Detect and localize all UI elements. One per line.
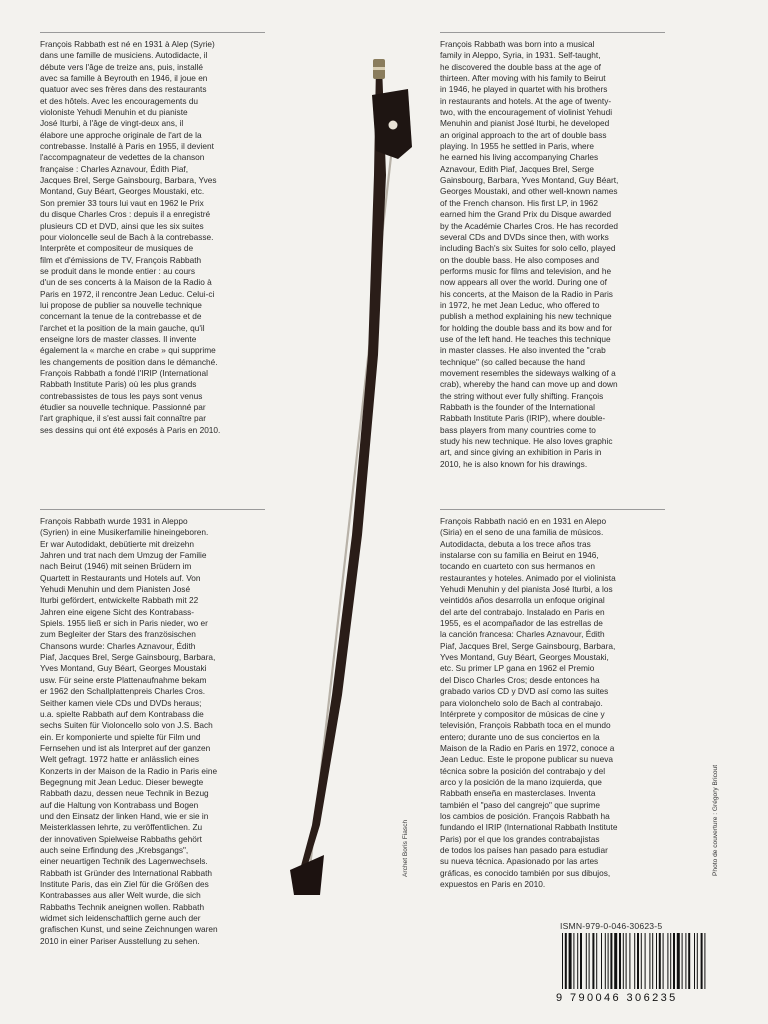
bow-hair — [310, 95, 398, 867]
barcode-bar — [596, 933, 597, 989]
barcode-bar — [629, 933, 630, 989]
barcode-bar — [645, 933, 646, 989]
barcode-bar — [637, 933, 639, 989]
barcode-bar — [634, 933, 635, 989]
ismn-number: ISMN-979-0-046-30623-5 — [560, 921, 663, 931]
barcode-bar — [697, 933, 698, 989]
barcode — [556, 933, 711, 1003]
barcode-bar — [649, 933, 650, 989]
barcode-bar — [592, 933, 594, 989]
barcode-bar — [562, 933, 563, 989]
barcode-bar — [608, 933, 609, 989]
bow-credit: Archet Boris Fiasch — [402, 819, 409, 877]
barcode-bar — [573, 933, 574, 989]
barcode-bar — [586, 933, 587, 989]
barcode-bar — [577, 933, 578, 989]
barcode-bar — [614, 933, 617, 989]
barcode-bar — [673, 933, 675, 989]
biography-french: François Rabbath est né en 1931 à Alep (Syrie) dans une famille de musiciens. Autodidacte, il débute vers l'âge de treize ans, puis, installé avec sa famille à Beyrouth en 1946, il joue en quatuor avec ses frères dans des restaurants et des hôtels. Avec les encouragements du violoniste Yehudi Menuhin et du pianiste José Iturbi, à l'âge de vingt-deux ans, il élabore une approche originale de l'art de la contrebasse. Installé à Paris en 1955, il devient l'accompagnateur de vedettes de la chanson française : Charles Aznavour, Édith Piaf, Jacques Brel, Serge Gainsbourg, Barbara, Yves Montand, Guy Béart, Georges Moustaki, etc. Son premier 33 tours lui vaut en 1962 le Prix du disque Charles Cros : depuis il a enregistré plusieurs CD et DVD, ainsi que les six suites pour violoncelle seul de Bach à la contrebasse. Interprète et compositeur de musiques de film et d'émissions de TV, François Rabbath se produit dans le monde entier : au cours d'un de ses concerts à la Maison de la Radio à Paris en 1972, il rencontre Jean Leduc. Celui-ci lui propose de publier sa nouvelle technique concernant la tenue de la contrebasse et de l'archet et la position de la main gauche, qu'il enseigne lors de master classes. Il invente également la « marche en crabe » qui supprime les changements de position dans le démanché. François Rabbath a fondé l'IRIP (International Rabbath Institute Paris) où les plus grands contrebassistes de tous les pays sont venus étudier sa nouvelle technique. Passionné par l'art graphique, il s'est aussi fait connaître par ses dessins qui ont été exposés à Paris en 2010. — [40, 39, 221, 435]
rule-es — [440, 509, 665, 510]
bow-screw-ring — [373, 67, 385, 70]
barcode-bar — [565, 933, 567, 989]
barcode-bar — [569, 933, 572, 989]
barcode-bar — [656, 933, 657, 989]
barcode-bar — [659, 933, 661, 989]
rule-en — [440, 32, 665, 33]
rule-de — [40, 509, 265, 510]
barcode-bar — [619, 933, 621, 989]
biography-english: François Rabbath was born into a musical family in Aleppo, Syria, in 1931. Self-taught, he discovered the double bass at the age of thirteen. After moving with his family to Beirut in 1946, he played in quartet with his brothers in restaurants and hotels. At the age of twenty- two, with the encouragement of violinist Yehudi Menuhin and pianist José Iturbi, he developed an original approach to the art of double bass playing. In 1955 he settled in Paris, where he earned his living accompanying Charles Aznavour, Edith Piaf, Jacques Brel, Serge Gainsbourg, Barbara, Yves Montand, Guy Béart, Georges Moustaki, and other well-known names of the French chanson. His first LP, in 1962 earned him the Grand Prix du Disque awarded by the Académie Charles Cros. He has recorded several CDs and DVDs since then, with works including Bach's six Suites for solo cello, played on the double bass. He also composes and performs music for films and television, and he now appears all over the world. During one of his concerts, at the Maison de la Radio in Paris in 1972, he met Jean Leduc, who offered to publish a method explaining his new technique for holding the double bass and its bow and for use of the left hand. He teaches this technique in master classes. He also invented the "crab technique" (so called because the hand movement resembles the sideways walking of a crab), whereby the hand can move up and down the string without ever fully shifting. François Rabbath is the founder of the International Rabbath Institute Paris (IRIP), where double- bass players from many countries come to study his new technique. He also loves graphic art, and since giving an exhibition in Paris in 2010, he is also known for his drawings. — [440, 39, 619, 469]
cover-photo-credit: Photo de couverture : Grégory Bricout — [712, 764, 719, 876]
biography-spanish: François Rabbath nació en en 1931 en Alepo (Siria) en el seno de una familia de músicos. Autodidacta, debuta a los trece años tras instalarse con su familia en Beirut en 1946, tocando en cuarteto con sus hermanos en restaurantes y hoteles. Animado por el violinista Yehudi Menuhin y del pianista José Iturbi, a los veintidós años desarrolla un enfoque original del arte del contrabajo. Instalado en Paris en 1955, es el acompañador de las estrellas de la canción francesa: Charles Aznavour, Édith Piaf, Jacques Brel, Serge Gainsbourg, Barbara, Yves Montand, Guy Béart, Georges Moustaki, etc. Su primer LP gana en 1962 el Premio del Disco Charles Cros; desde entonces ha grabado varios CD y DVD así como las suites para violonchelo solo de Bach al contrabajo. Intérprete y compositor de músicas de cine y televisión, François Rabbath toca en el mundo entero; durante uno de sus conciertos en la Maison de la Radio en Paris en 1972, conoce a Jean Leduc. Este le propone publicar su nueva técnica sobre la posición del contrabajo y del arco y la posición de la mano izquierda, que Rabbath enseña en masterclases. Inventa también el "paso del cangrejo" que suprime los cambios de posición. François Rabbath ha fundando el IRIP (International Rabbath Institute Paris) por el que los grandes contrabajistas de todos los países han pasado para estudiar su nueva técnica. Apasionado por las artes gráficas, es conocido también por sus dibujos, expuestos en Paris en 2010. — [440, 516, 618, 889]
barcode-bar — [580, 933, 582, 989]
bow-stick — [295, 65, 386, 890]
barcode-bar — [623, 933, 624, 989]
barcode-bar — [677, 933, 680, 989]
barcode-bar — [641, 933, 642, 989]
barcode-bar — [667, 933, 668, 989]
barcode-bar — [685, 933, 686, 989]
barcode-bar — [694, 933, 695, 989]
barcode-bar — [663, 933, 664, 989]
barcode-bar — [704, 933, 705, 989]
barcode-bar — [610, 933, 612, 989]
barcode-bar — [589, 933, 590, 989]
rule-fr — [40, 32, 265, 33]
barcode-bar — [688, 933, 690, 989]
barcode-digits: 9 790046 306235 — [556, 992, 678, 1004]
barcode-bar — [601, 933, 602, 989]
barcode-bar — [626, 933, 627, 989]
barcode-bar — [605, 933, 606, 989]
barcode-bar — [682, 933, 683, 989]
barcode-bar — [670, 933, 671, 989]
barcode-bar — [652, 933, 653, 989]
barcode-bar — [701, 933, 703, 989]
biography-german: François Rabbath wurde 1931 in Aleppo (Syrien) in eine Musikerfamilie hineingeboren. Er war Autodidakt, debütierte mit dreizehn Jahren und trat nach dem Umzug der Familie nach Beirut (1946) mit seinen Brüdern im Quartett in Restaurants und Hotels auf. Von Yehudi Menuhin und dem Pianisten José Iturbi gefördert, entwickelte Rabbath mit 22 Jahren eine eigene Sicht des Kontrabass- Spiels. 1955 ließ er sich in Paris nieder, wo er zum Begleiter der Stars des französischen Chansons wurde: Charles Aznavour, Édith Piaf, Jacques Brel, Serge Gainsbourg, Barbara, Yves Montand, Guy Béart, Georges Moustaki usw. Für seine erste Plattenaufnahme bekam er 1962 den Schallplattenpreis Charles Cros. Seither kamen viele CDs und DVDs heraus; u.a. spielte Rabbath auf dem Kontrabass die sechs Suiten für Violoncello solo von J.S. Bach ein. Er komponierte und spielte für Film und Fernsehen und ist als Interpret auf der ganzen Welt gefragt. 1972 hatte er anlässlich eines Konzerts in der Maison de la Radio in Paris eine Begegnung mit Jean Leduc. Dieser bewegte Rabbath dazu, dessen neue Technik in Bezug auf die Haltung von Kontrabass und Bogen und den Einsatz der linken Hand, wie er sie in Meisterklassen lehrte, zu veröffentlichen. Zu der innovativen Spielweise Rabbaths gehört auch seine Erfindung des „Krebsgangs", einer neuartigen Technik des Lagenwechsels. Rabbath ist Gründer des International Rabbath Institute Paris, das ein Ziel für die Größen des Kontrabasses aus aller Welt wurde, die sich Rabbaths Technik aneignen wollen. Rabbath widmet sich leidenschaftlich gerne auch der grafischen Kunst, und seine Zeichnungen waren 2010 in einer Pariser Ausstellung zu sehen. — [40, 516, 218, 946]
frog-eye — [389, 121, 398, 130]
double-bass-bow-image — [280, 55, 440, 895]
barcode-bars — [556, 933, 711, 991]
